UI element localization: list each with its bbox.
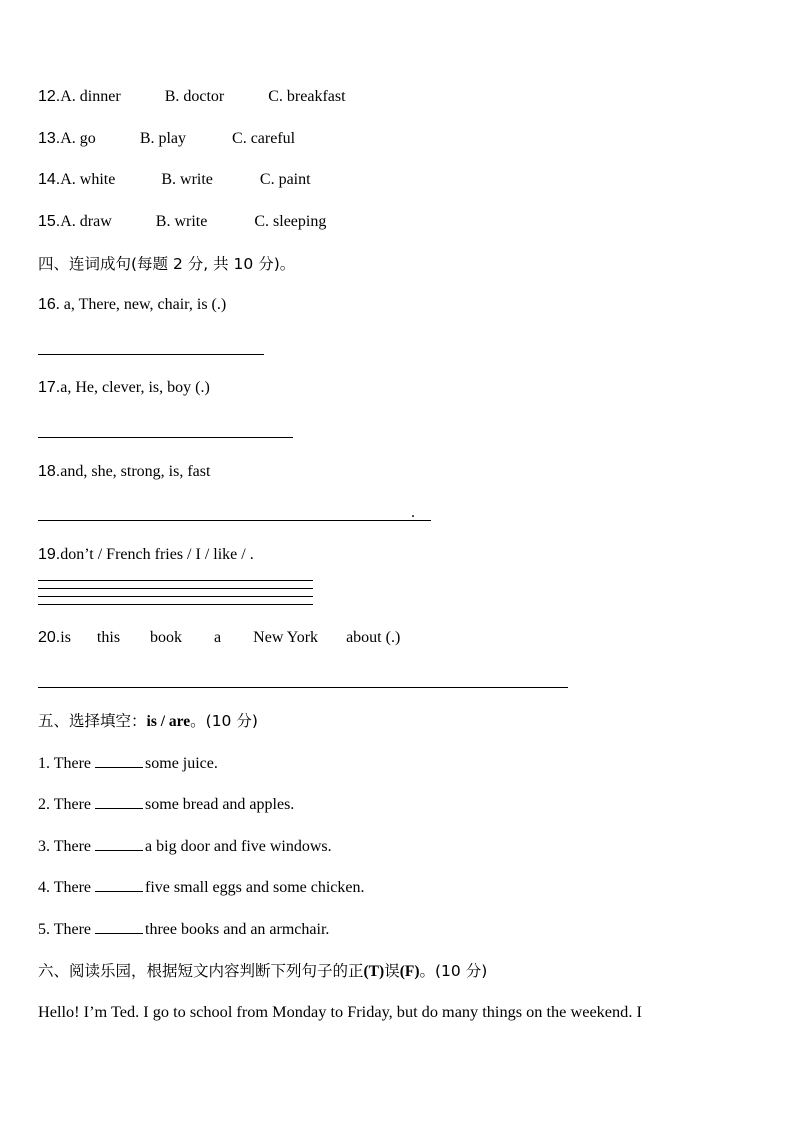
title-bold: is / are: [146, 713, 191, 730]
fill-item-2: [38, 794, 294, 815]
item-label: 1. There: [38, 755, 92, 772]
item-text: don’t / French fries / I / like / .: [60, 546, 254, 563]
item-label: 5. There: [38, 921, 92, 938]
reading-passage: Hello! I’m Ted. I go to school from Monday to Friday, but do many things on the weekend. I: [38, 1002, 642, 1021]
sentence-item-16: [38, 295, 226, 315]
word-6: about (.): [346, 629, 401, 646]
sentence-item-19: [38, 545, 254, 565]
option-a: A. dinner: [60, 88, 121, 105]
answer-blank[interactable]: [95, 919, 143, 934]
item-text: and, she, strong, is, fast: [60, 463, 211, 480]
item-label: 4. There: [38, 879, 92, 896]
title-part-c: 。(10 分): [419, 962, 488, 980]
title-suffix: 。(10 分): [190, 712, 258, 730]
title-prefix: 五、选择填空：: [38, 712, 147, 730]
item-rest: three books and an armchair.: [145, 921, 330, 938]
answer-line-16[interactable]: [38, 354, 264, 355]
word-2: this: [96, 629, 121, 646]
sentence-item-18: [38, 462, 210, 482]
item-number: 13.: [38, 130, 61, 147]
option-c: C. sleeping: [254, 213, 327, 230]
answer-line-19a[interactable]: [38, 580, 313, 581]
period-mark: .: [411, 504, 415, 521]
choice-item-14: [38, 170, 311, 190]
option-c: C. paint: [259, 171, 311, 188]
sentence-item-20: [38, 628, 400, 648]
word-3: book: [150, 629, 183, 646]
answer-line-19d[interactable]: [38, 604, 313, 605]
fill-item-1: [38, 753, 218, 774]
section-5-title: [38, 711, 258, 732]
item-number: 19.: [38, 546, 61, 563]
answer-blank[interactable]: [95, 753, 143, 768]
item-label: 3. There: [38, 838, 92, 855]
item-text: . a, There, new, chair, is (.): [55, 296, 227, 313]
item-rest: five small eggs and some chicken.: [145, 879, 365, 896]
answer-line-19c[interactable]: [38, 596, 313, 597]
title-part-b: 误: [384, 962, 400, 980]
word-1: is: [60, 629, 71, 646]
sentence-item-17: [38, 378, 210, 398]
option-b: B. doctor: [164, 88, 225, 105]
option-a: A. draw: [60, 213, 112, 230]
item-number: 18.: [38, 463, 61, 480]
item-number: 20.: [38, 629, 61, 646]
choice-item-15: [38, 212, 326, 232]
answer-blank[interactable]: [95, 836, 143, 851]
item-rest: some juice.: [145, 755, 218, 772]
word-5: New York: [253, 629, 319, 646]
item-rest: some bread and apples.: [145, 796, 295, 813]
choice-item-12: [38, 87, 346, 107]
answer-line-18[interactable]: [38, 520, 431, 521]
item-number: 15.: [38, 213, 61, 230]
item-label: 2. There: [38, 796, 92, 813]
fill-item-5: [38, 919, 329, 940]
answer-line-19b[interactable]: [38, 588, 313, 589]
choice-item-13: [38, 129, 295, 149]
answer-line-17[interactable]: [38, 437, 293, 438]
item-text: a, He, clever, is, boy (.): [60, 379, 210, 396]
title-t: (T): [363, 963, 385, 980]
section-4-title: 四、连词成句(每题 2 分, 共 10 分)。: [38, 255, 296, 273]
item-number: 16: [38, 296, 56, 313]
option-c: C. careful: [232, 130, 296, 147]
fill-item-4: [38, 877, 365, 898]
answer-blank[interactable]: [95, 794, 143, 809]
answer-blank[interactable]: [95, 877, 143, 892]
item-number: 17.: [38, 379, 61, 396]
answer-line-20[interactable]: [38, 687, 568, 688]
option-b: B. play: [139, 130, 187, 147]
word-4: a: [214, 629, 222, 646]
section-6-title: [38, 961, 487, 982]
option-b: B. write: [161, 171, 213, 188]
item-number: 12.: [38, 88, 61, 105]
item-rest: a big door and five windows.: [145, 838, 332, 855]
option-b: B. write: [155, 213, 208, 230]
title-part-a: 六、阅读乐园，根据短文内容判断下列句子的正: [38, 962, 364, 980]
fill-item-3: [38, 836, 332, 857]
option-a: A. white: [60, 171, 116, 188]
item-number: 14.: [38, 171, 61, 188]
option-a: A. go: [60, 130, 96, 147]
title-f: (F): [399, 963, 420, 980]
option-c: C. breakfast: [268, 88, 346, 105]
